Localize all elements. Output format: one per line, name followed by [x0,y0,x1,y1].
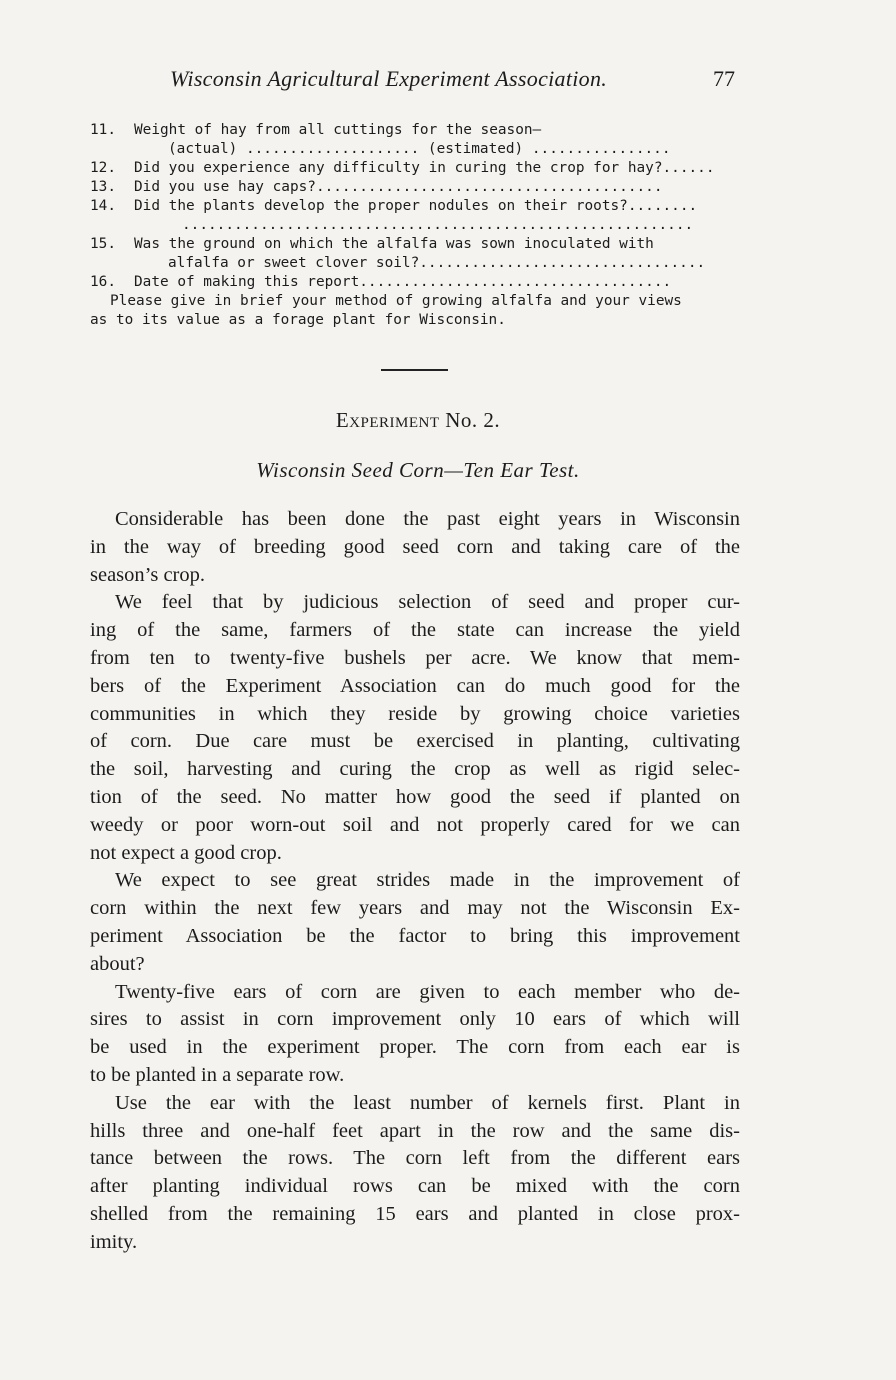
closing-request [90,292,740,311]
request-text: as to its value as a forage plant for Wisconsin. [90,312,506,328]
question-text: alfalfa or sweet clover soil?................................. [168,255,706,271]
body-line: from ten to twenty-five bushels per acre. We know that mem- [90,646,740,669]
body-line: corn within the next few years and may not the Wisconsin Ex- [90,897,740,920]
body-line: We feel that by judicious selection of seed and proper cur- [115,591,740,614]
body-line: Use the ear with the least number of kernels first. Plant in [115,1091,740,1114]
body-line: to be planted in a separate row. [90,1063,345,1086]
body-text [90,506,740,1257]
experiment-subtitle: Wisconsin Seed Corn—Ten Ear Test. [256,458,580,482]
experiment-heading-number: No. 2. [445,408,501,432]
body-line: Considerable has been done the past eight years in Wisconsin [115,508,740,530]
body-line: imity. [90,1230,138,1253]
body-line: not expect a good crop. [90,841,282,864]
body-line: hills three and one-half feet apart in the row and the same dis- [90,1119,740,1142]
question-number: 12. [90,160,116,176]
question-14-answer-line [90,216,740,235]
page-number: 77 [713,66,735,91]
body-line: after planting individual rows can be mixed with the corn [90,1175,740,1198]
body-line: We expect to see great strides made in the improvement of [115,869,740,892]
body-line: tion of the seed. No matter how good the seed if planted on [90,785,740,808]
question-12 [90,159,740,178]
body-line: shelled from the remaining 15 ears and planted in close prox- [90,1202,740,1225]
question-15 [90,235,740,254]
section-divider [381,369,448,371]
question-16 [90,273,740,292]
body-line: tance between the rows. The corn left from the different ears [90,1147,740,1170]
question-13 [90,178,740,197]
question-number: 15. [90,236,116,252]
question-text: (actual) .................... (estimated) ................ [168,141,671,157]
body-line: season’s crop. [90,563,206,586]
question-text: Was the ground on which the alfalfa was sown inoculated with [134,236,654,252]
question-number: 13. [90,179,116,195]
question-11-continuation [90,140,740,159]
question-number: 14. [90,198,116,214]
request-text: Please give in brief your method of growing alfalfa and your views [110,293,682,309]
running-title: Wisconsin Agricultural Experiment Association. [170,66,608,91]
body-line: Twenty-five ears of corn are given to each member who de- [115,980,740,1003]
body-line: be used in the experiment proper. The corn from each ear is [90,1036,740,1059]
question-text: Did you experience any difficulty in curing the crop for hay?...... [134,160,715,176]
question-number: 11. [90,122,116,138]
body-line: about? [90,952,145,975]
body-line: bers of the Experiment Association can do much good for the [90,674,740,697]
experiment-heading [0,408,836,433]
question-15-continuation [90,254,740,273]
body-line: of corn. Due care must be exercised in planting, cultivating [90,730,740,753]
body-line: periment Association be the factor to bring this improvement [90,924,740,947]
body-line: weedy or poor worn-out soil and not properly cared for we can [90,813,740,836]
questionnaire-list [90,121,740,330]
question-text: Did you use hay caps?........................................ [134,179,663,195]
body-line: the soil, harvesting and curing the crop as well as rigid selec- [90,758,740,781]
question-14 [90,197,740,216]
body-line: in the way of breeding good seed corn and taking care of the [90,535,740,558]
closing-request-continuation [90,311,740,330]
question-11 [90,121,740,140]
answer-dots: ........................................................... [182,217,694,233]
question-text: Weight of hay from all cuttings for the season— [134,122,542,138]
question-number: 16. [90,274,116,290]
body-line: ing of the same, farmers of the state can increase the yield [90,619,740,642]
experiment-heading-word: Experiment [335,408,440,432]
body-line: communities in which they reside by growing choice varieties [90,702,740,725]
question-text: Did the plants develop the proper nodules on their roots?........ [134,198,698,214]
body-line: sires to assist in corn improvement only 10 ears of which will [90,1008,740,1031]
question-text: Date of making this report.................................... [134,274,672,290]
